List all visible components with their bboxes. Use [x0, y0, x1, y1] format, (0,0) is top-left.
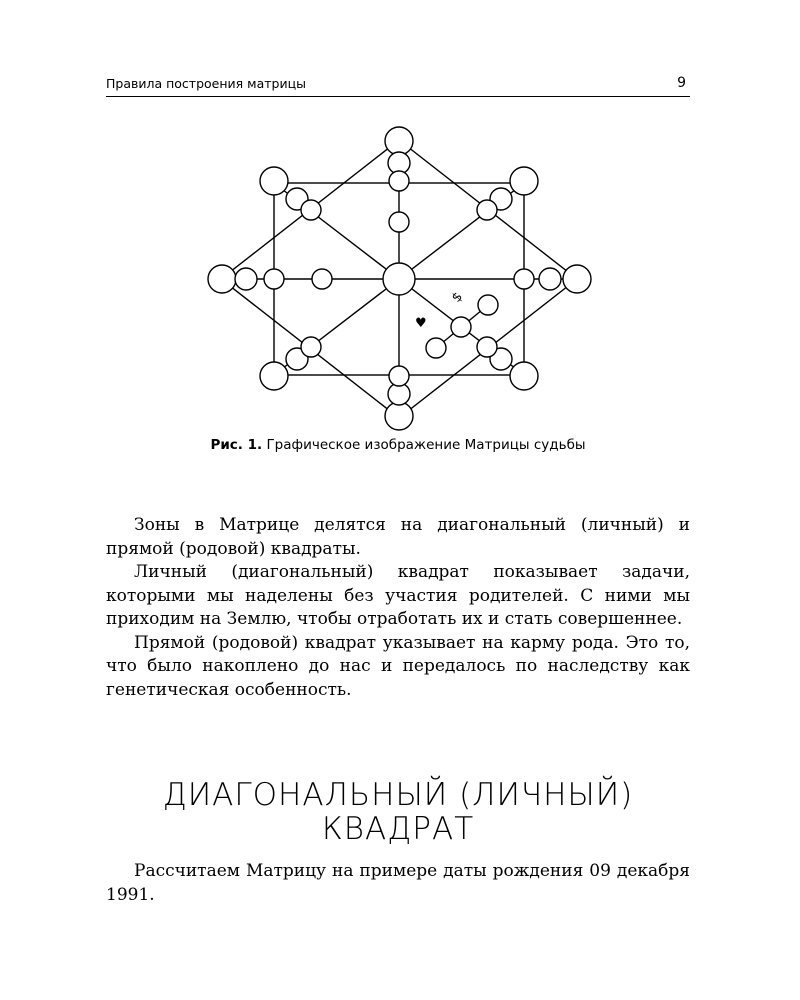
node-inner-center	[451, 317, 471, 337]
node-top-right-3	[477, 200, 497, 220]
section-text	[106, 860, 690, 907]
node-right-3	[514, 269, 534, 289]
paragraph: Зоны в Матрице делятся на диагональный (личный) и прямой (родовой) квадраты.	[106, 515, 690, 559]
node-bottom	[385, 402, 413, 430]
node-center	[383, 263, 415, 295]
section-heading	[106, 778, 690, 846]
section-heading-line: КВАДРАТ	[321, 811, 475, 847]
node-top-3	[389, 171, 409, 191]
running-title: Правила построения матрицы	[106, 76, 306, 91]
matrix-figure	[200, 122, 600, 432]
caption-text: Графическое изображение Матрицы судьбы	[262, 437, 586, 453]
node-right-2	[539, 268, 561, 290]
page-number: 9	[677, 75, 686, 91]
node-top-left	[260, 167, 288, 195]
node-top-left-3	[301, 200, 321, 220]
node-left-2	[235, 268, 257, 290]
body-text	[106, 514, 690, 702]
matrix-diagram	[200, 122, 600, 432]
paragraph: Прямой (родовой) квадрат указывает на карму рода. Это то, что было накоплено до нас и передалось по наследству как генетическая особенность.	[106, 632, 690, 700]
caption-label: Рис. 1.	[210, 437, 263, 453]
node-top-right	[510, 167, 538, 195]
figure-caption	[106, 437, 690, 453]
node-inner-heart	[426, 338, 446, 358]
node-right	[563, 265, 591, 293]
heart-icon: ♥	[415, 316, 427, 331]
node-bottom-left-3	[301, 337, 321, 357]
node-inner-left	[312, 269, 332, 289]
paragraph: Рассчитаем Матрицу на примере даты рождения 09 декабря 1991.	[106, 861, 690, 905]
node-top	[385, 127, 413, 155]
node-inner-top	[389, 212, 409, 232]
node-inner-dollar	[478, 295, 498, 315]
dollar-icon: $	[449, 289, 467, 306]
node-bottom-right	[510, 362, 538, 390]
node-left	[208, 265, 236, 293]
node-bottom-left	[260, 362, 288, 390]
paragraph: Личный (диагональный) квадрат показывает задачи, которыми мы наделены без участия родителей. С ними мы приходим на Землю, чтобы отработать их и стать совершеннее.	[106, 562, 690, 629]
node-bottom-3	[389, 366, 409, 386]
node-left-3	[264, 269, 284, 289]
running-header	[106, 74, 690, 97]
node-bottom-right-3	[477, 337, 497, 357]
section-heading-line: ДИАГОНАЛЬНЫЙ (ЛИЧНЫЙ)	[162, 777, 634, 813]
